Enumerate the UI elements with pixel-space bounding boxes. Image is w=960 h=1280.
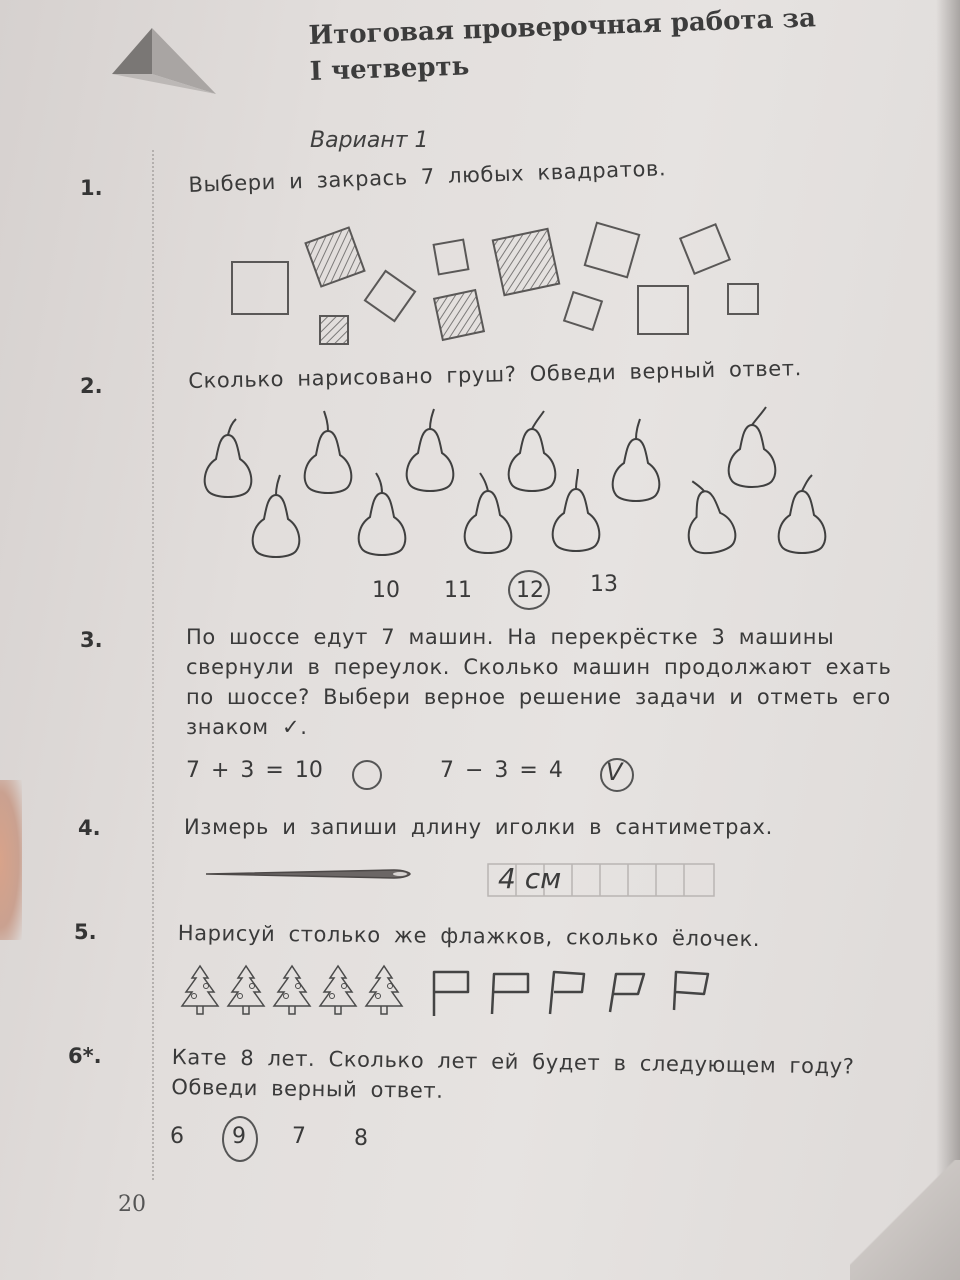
equation-sum: 7 + 3 = 10 xyxy=(186,758,323,783)
page-title: Итоговая проверочная работа за I четверть xyxy=(308,3,817,87)
check-mark: V xyxy=(606,758,623,786)
trees-and-flags-figure xyxy=(178,962,738,1022)
pear xyxy=(407,409,454,491)
square[interactable] xyxy=(638,286,688,334)
option-8[interactable]: 8 xyxy=(354,1126,368,1151)
page-edge-shadow xyxy=(936,0,960,1280)
task-2-number: 2. xyxy=(80,374,103,398)
square[interactable] xyxy=(365,271,415,321)
tree-icon xyxy=(182,966,218,1014)
tree-icon xyxy=(320,966,356,1014)
task-5-number: 5. xyxy=(74,920,97,944)
option-12[interactable]: 12 xyxy=(516,578,544,603)
square[interactable] xyxy=(434,290,484,340)
margin-dotted-rule xyxy=(152,150,154,1180)
task-3-text: По шоссе едут 7 машин. На перекрёстке 3 машины свернули в переулок. Сколько машин продолжают ехать по шоссе? Выбери верное решение задачи и отметь его знаком ✓. xyxy=(186,625,892,739)
needle-icon xyxy=(204,862,414,886)
task-3-number: 3. xyxy=(80,628,103,652)
task-1-number: 1. xyxy=(80,176,103,200)
answer-checkbox-sum[interactable] xyxy=(352,760,382,790)
square[interactable] xyxy=(680,224,729,273)
pear xyxy=(205,419,252,497)
task-5-text: Нарисуй столько же флажков, сколько ёлочек. xyxy=(177,920,761,952)
answer-circle-9 xyxy=(222,1116,258,1162)
square[interactable] xyxy=(232,262,288,314)
pear xyxy=(679,475,738,556)
task-4-text: Измерь и запиши длину иголки в сантиметрах. xyxy=(184,815,773,839)
task-6-number: 6*. xyxy=(68,1044,102,1068)
square[interactable] xyxy=(728,284,758,314)
tree-icon xyxy=(274,966,310,1014)
flag-drawing xyxy=(610,974,644,1012)
task-4-number: 4. xyxy=(78,816,101,840)
pear xyxy=(509,411,556,491)
pear xyxy=(359,473,406,555)
square[interactable] xyxy=(306,228,365,287)
pear xyxy=(253,475,300,557)
option-7[interactable]: 7 xyxy=(292,1124,306,1149)
pear xyxy=(729,407,776,487)
square[interactable] xyxy=(493,229,559,295)
flag-drawing xyxy=(550,972,584,1014)
pear xyxy=(305,411,352,493)
tree-icon xyxy=(228,966,264,1014)
task-6-options xyxy=(170,1124,370,1154)
square[interactable] xyxy=(564,292,602,330)
answer-circle-12 xyxy=(508,570,550,610)
pear xyxy=(553,469,600,551)
variant-label: Вариант 1 xyxy=(310,128,429,153)
flag-drawing xyxy=(674,972,708,1010)
pears-figure xyxy=(190,405,840,565)
option-6[interactable]: 6 xyxy=(170,1124,184,1149)
task-2-options xyxy=(372,572,632,608)
pear xyxy=(613,419,660,501)
equation-difference: 7 − 3 = 4 xyxy=(440,758,563,783)
pear xyxy=(779,475,826,553)
task-6-text: Кате 8 лет. Сколько лет ей будет в следующем году? Обведи верный ответ. xyxy=(171,1044,855,1103)
page-number: 20 xyxy=(118,1192,146,1217)
pear xyxy=(465,473,512,553)
needle-length-answer[interactable]: 4 см xyxy=(498,862,562,895)
page-corner-fold xyxy=(850,1160,960,1280)
square[interactable] xyxy=(320,316,348,344)
task-2-text: Сколько нарисовано груш? Обведи верный ответ. xyxy=(188,356,803,393)
flag-drawing xyxy=(434,972,468,1016)
option-9[interactable]: 9 xyxy=(232,1124,246,1149)
square[interactable] xyxy=(434,240,469,275)
option-13[interactable]: 13 xyxy=(590,572,618,597)
option-10[interactable]: 10 xyxy=(372,578,400,603)
tree-icon xyxy=(366,966,402,1014)
task-1-text: Выбери и закрась 7 любых квадратов. xyxy=(188,156,667,197)
squares-figure xyxy=(220,220,780,360)
option-11[interactable]: 11 xyxy=(444,578,472,603)
finger-shadow xyxy=(0,780,22,940)
flag-drawing xyxy=(492,974,528,1014)
corner-triangle-icon xyxy=(104,24,224,104)
square[interactable] xyxy=(585,223,639,277)
